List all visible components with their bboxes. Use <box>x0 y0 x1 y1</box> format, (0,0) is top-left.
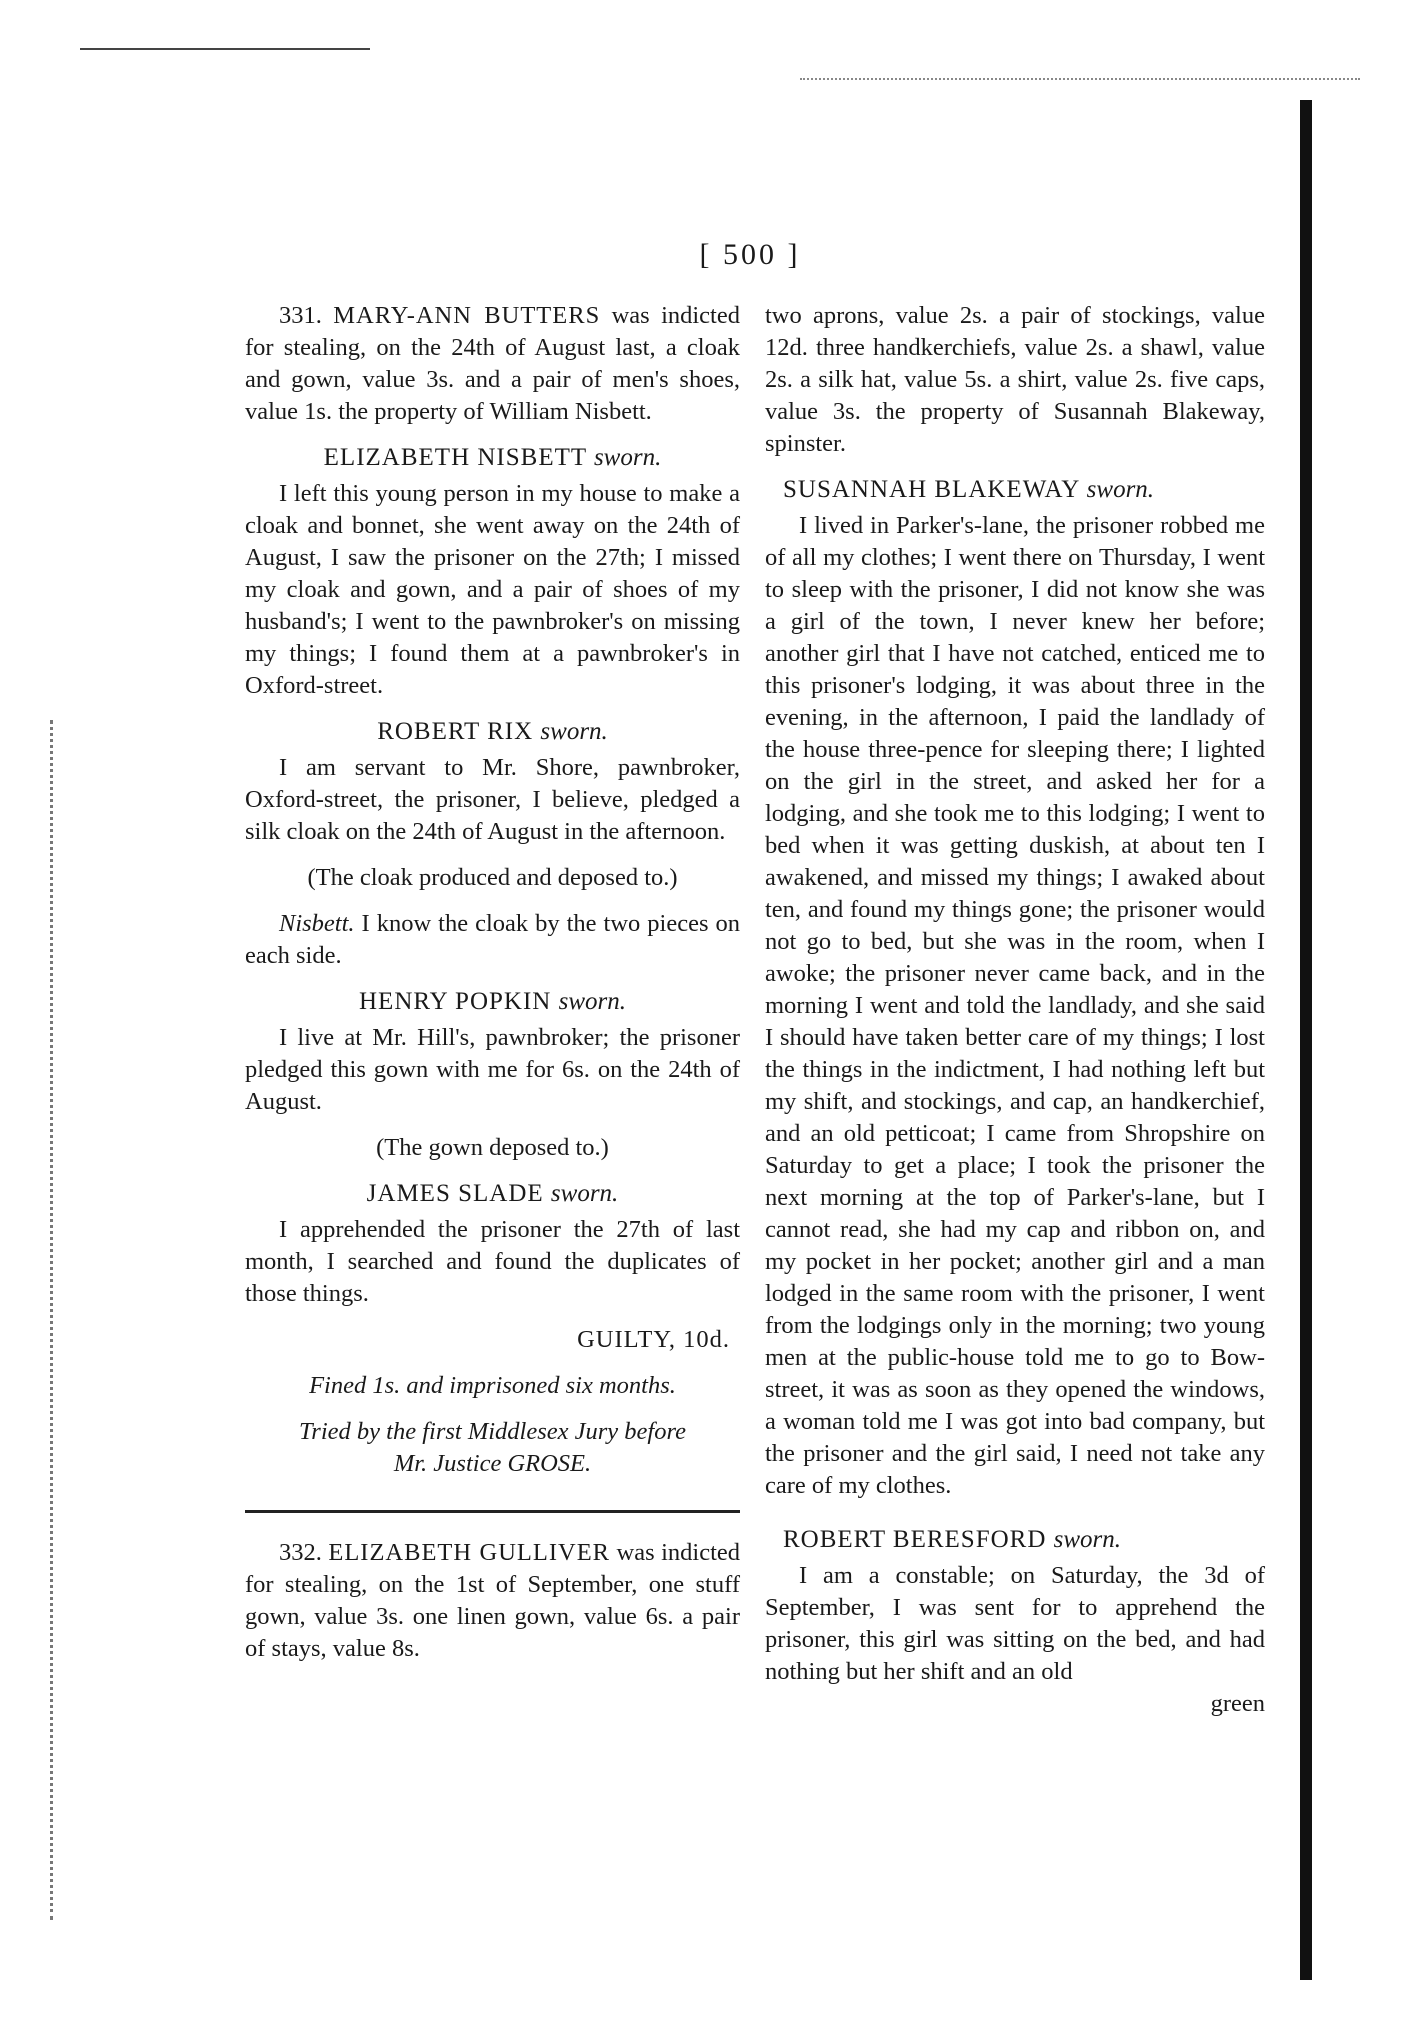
witness-name: ROBERT BERESFORD <box>783 1526 1047 1553</box>
witness-heading <box>245 716 740 748</box>
testimony: I live at Mr. Hill's, pawnbroker; the prisoner pledged this gown with me for 6s. on the 24th of August. <box>245 1024 740 1115</box>
sworn-label: sworn. <box>540 718 608 745</box>
witness-heading <box>245 442 740 474</box>
sworn-label: sworn. <box>593 444 662 471</box>
case-332-paragraph <box>245 1537 740 1665</box>
testimony: I lived in Parker's-lane, the prisoner robbed me of all my clothes; I went there on Thursday, I went to sleep with the prisoner, I did not know she was a girl of the town, I never knew her before; another girl that I have not catched, enticed me to this prisoner's lodging, it was about three in the evening, in the afternoon, I paid the landlady of the house three-pence for sleeping there; I lighted on the girl in the street, and asked her for a lodging, and she took me to this lodging; I went to bed when it was getting duskish, at about ten I awakened, and missed my things; I awaked about ten, and found my things gone; the prisoner would not go to bed, but she was in the room, when I awoke; the prisoner never came back, and in the morning I went and told the landlady, and she said I should have taken better care of my things; I lost the things in the indictment, I had nothing left but my shift, and stockings, and cap, an handkerchief, and an old petticoat; I came from Shropshire on Saturday to get a place; I took the prisoner the next morning at the top of Parker's-lane, but I cannot read, she had my cap and ribbon on, and my pocket in her pocket; another girl and a man lodged in the same room with the prisoner, I went from the lodgings only in the morning; two young men at the public-house told me to go to Bow-street, it was as soon as they opened the windows, a woman told me I was got into bad company, but the prisoner and the girl said, I need not take any care of my clothes. <box>765 512 1265 1499</box>
sworn-label: sworn. <box>1053 1526 1122 1553</box>
case-number: 331. <box>279 302 322 329</box>
witness-name: SUSANNAH BLAKEWAY <box>783 476 1080 503</box>
catchword: green <box>1210 1690 1265 1717</box>
left-margin-artifact <box>50 720 69 1920</box>
defendant-name: MARY-ANN BUTTERS <box>333 302 601 329</box>
testimony: I am servant to Mr. Shore, pawnbroker, Oxford-street, the prisoner, I believe, pledged a silk cloak on the 24th of August in the afternoon. <box>245 754 740 845</box>
witness-heading <box>245 986 740 1018</box>
page-number: [ 500 ] <box>699 238 801 271</box>
speaker-name: Nisbett. <box>279 910 355 937</box>
witness-heading <box>765 1524 1265 1556</box>
witness-name: JAMES SLADE <box>366 1180 544 1207</box>
testimony <box>245 908 740 972</box>
case-331-paragraph <box>245 300 740 428</box>
top-scan-artifact <box>800 78 1360 82</box>
right-column <box>765 300 1265 1734</box>
defendant-name: ELIZABETH GULLIVER <box>328 1539 611 1566</box>
top-scan-rule <box>80 48 370 50</box>
sworn-label: sworn. <box>1086 476 1155 503</box>
trial-note <box>245 1416 740 1480</box>
exhibit-note: (The gown deposed to.) <box>376 1134 609 1161</box>
witness-heading <box>245 1178 740 1210</box>
indictment-text: was indicted for stealing, on the 1st of September, one stuff gown, value 3s. one linen gown, value 6s. a pair of stays, value 8s. <box>245 1539 741 1662</box>
indictment-continuation: two aprons, value 2s. a pair of stockings, value 12d. three handkerchiefs, value 2s. a shawl, value 2s. a silk hat, value 5s. a shirt, value 2s. five caps, value 3s. the property of Susannah Blakeway, spinster. <box>765 302 1265 457</box>
exhibit-note: (The cloak produced and deposed to.) <box>307 864 678 891</box>
testimony: I apprehended the prisoner the 27th of last month, I searched and found the duplicates of those things. <box>245 1216 740 1307</box>
speaker-text: I know the cloak by the two pieces on each side. <box>245 910 741 969</box>
witness-heading <box>765 474 1265 506</box>
sworn-label: sworn. <box>550 1180 619 1207</box>
witness-name: ROBERT RIX <box>377 718 534 745</box>
witness-name: ELIZABETH NISBETT <box>323 444 587 471</box>
left-column <box>245 300 740 1679</box>
trial-note-line: Tried by the first Middlesex Jury before <box>299 1418 686 1445</box>
witness-name: HENRY POPKIN <box>359 988 552 1015</box>
sworn-label: sworn. <box>558 988 626 1015</box>
case-number: 332. <box>279 1539 322 1566</box>
indictment-text: was indicted for stealing, on the 24th of August last, a cloak and gown, value 3s. and a pair of men's shoes, value 1s. the property of William Nisbett. <box>245 302 740 425</box>
testimony: I am a constable; on Saturday, the 3d of September, I was sent for to apprehend the prisoner, this girl was sitting on the bed, and had nothing but her shift and an old <box>765 1562 1265 1685</box>
testimony: I left this young person in my house to make a cloak and bonnet, she went away on the 24th of August, I saw the prisoner on the 27th; I missed my cloak and gown, and a pair of shoes of my husband's; I went to the pawnbroker's on missing my things; I found them at a pawnbroker's in Oxford-street. <box>245 480 740 699</box>
section-divider <box>245 1510 740 1513</box>
trial-note-line: Mr. Justice GROSE. <box>393 1450 592 1477</box>
binding-edge-bar <box>1300 100 1312 1980</box>
verdict: GUILTY, 10d. <box>577 1326 730 1353</box>
sentence: Fined 1s. and imprisoned six months. <box>309 1372 676 1399</box>
